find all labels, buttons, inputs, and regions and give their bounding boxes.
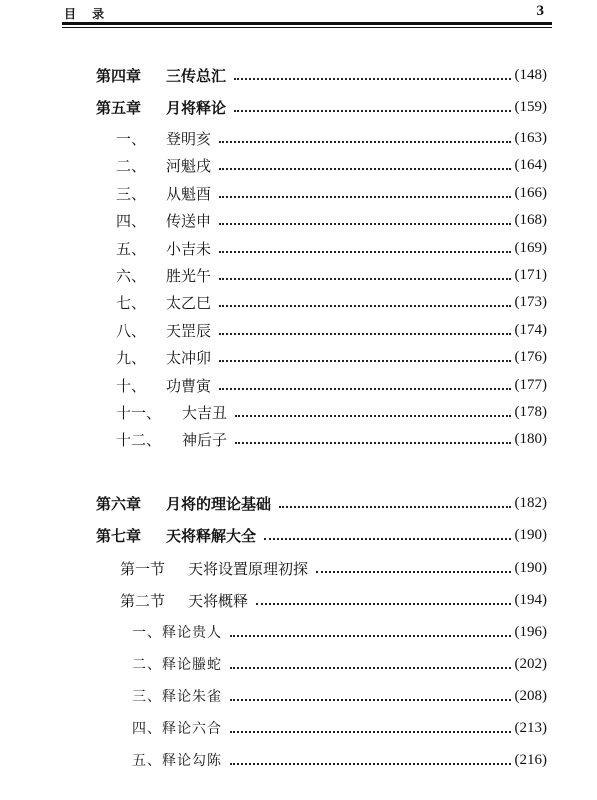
dot-leader bbox=[219, 194, 510, 198]
toc-number: 八、 bbox=[116, 321, 147, 340]
toc-number: 第一节 bbox=[120, 559, 166, 578]
toc-entry-item[interactable] bbox=[0, 426, 597, 452]
toc-entry-item[interactable] bbox=[0, 344, 597, 370]
toc-number: 十一、 bbox=[116, 403, 162, 422]
toc-title: 天罡辰 bbox=[166, 321, 212, 340]
toc-number: 十、 bbox=[116, 376, 147, 395]
dot-leader bbox=[219, 303, 510, 307]
dot-leader bbox=[316, 569, 510, 573]
toc-page-ref: (148) bbox=[514, 66, 547, 83]
toc-title: 小吉未 bbox=[166, 239, 212, 258]
dot-leader bbox=[235, 413, 510, 417]
toc-number: 三、 bbox=[116, 184, 147, 203]
toc-title: 功曹寅 bbox=[166, 376, 212, 395]
toc-entry-item[interactable] bbox=[0, 262, 597, 288]
dot-leader bbox=[219, 139, 510, 143]
toc-entry-subsection[interactable] bbox=[0, 651, 597, 677]
toc-number: 四、 bbox=[116, 211, 147, 230]
toc-title: 从魁酉 bbox=[166, 184, 212, 203]
toc-page-ref: (163) bbox=[514, 129, 547, 146]
toc-entry-subsection[interactable] bbox=[0, 619, 597, 645]
toc-title: 一、释论贵人 bbox=[132, 625, 222, 641]
toc-page-ref: (173) bbox=[514, 293, 547, 310]
toc-title: 二、释论螣蛇 bbox=[132, 657, 222, 673]
toc-title: 五、释论勾陈 bbox=[132, 753, 222, 769]
toc-title: 天将设置原理初探 bbox=[188, 559, 309, 578]
toc-number: 第二节 bbox=[120, 591, 166, 610]
toc-page-ref: (159) bbox=[514, 98, 547, 115]
toc-page-ref: (166) bbox=[514, 184, 547, 201]
dot-leader bbox=[219, 221, 510, 225]
toc-title: 月将的理论基础 bbox=[166, 494, 272, 513]
toc-number: 十二、 bbox=[116, 430, 162, 449]
toc-page-ref: (178) bbox=[514, 403, 547, 420]
toc-title: 天将释解大全 bbox=[166, 526, 257, 545]
page-number: 3 bbox=[536, 3, 544, 19]
toc-title: 太冲卯 bbox=[166, 348, 212, 367]
dot-leader bbox=[256, 601, 510, 605]
dot-leader bbox=[279, 504, 510, 508]
toc-page-ref: (194) bbox=[514, 591, 547, 608]
toc-number: 二、 bbox=[116, 156, 147, 175]
toc-page-ref: (176) bbox=[514, 348, 547, 365]
toc-page-ref: (168) bbox=[514, 211, 547, 228]
toc-title: 四、释论六合 bbox=[132, 721, 222, 737]
toc-entry-section[interactable] bbox=[0, 555, 597, 581]
toc-number: 第五章 bbox=[96, 98, 142, 117]
toc-page-ref: (169) bbox=[514, 239, 547, 256]
toc-entry-subsection[interactable] bbox=[0, 715, 597, 741]
toc-title: 胜光午 bbox=[166, 266, 212, 285]
toc-number: 第四章 bbox=[96, 66, 142, 85]
toc-page-ref: (182) bbox=[514, 494, 547, 511]
toc-entry-item[interactable] bbox=[0, 207, 597, 233]
toc-page-ref: (208) bbox=[514, 687, 547, 704]
dot-leader bbox=[219, 276, 510, 280]
dot-leader bbox=[230, 697, 511, 701]
dot-leader bbox=[219, 166, 510, 170]
dot-leader bbox=[234, 76, 510, 80]
toc-title: 太乙巳 bbox=[166, 293, 212, 312]
toc-number: 六、 bbox=[116, 266, 147, 285]
toc-page-ref: (180) bbox=[514, 430, 547, 447]
toc-entry-item[interactable] bbox=[0, 317, 597, 343]
toc-entry-item[interactable] bbox=[0, 235, 597, 261]
dot-leader bbox=[230, 729, 511, 733]
toc-number: 七、 bbox=[116, 293, 147, 312]
toc-title: 神后子 bbox=[182, 430, 228, 449]
toc-title: 大吉丑 bbox=[182, 403, 228, 422]
toc-page-ref: (177) bbox=[514, 376, 547, 393]
toc-page-ref: (174) bbox=[514, 321, 547, 338]
toc-number: 五、 bbox=[116, 239, 147, 258]
toc-number: 第七章 bbox=[96, 526, 142, 545]
toc-title: 三、释论朱雀 bbox=[132, 689, 222, 705]
toc-page-ref: (190) bbox=[514, 526, 547, 543]
toc-title: 登明亥 bbox=[166, 129, 212, 148]
toc-entry-item[interactable] bbox=[0, 125, 597, 151]
toc-page-ref: (164) bbox=[514, 156, 547, 173]
dot-leader bbox=[219, 249, 510, 253]
toc-title: 传送申 bbox=[166, 211, 212, 230]
toc-title: 月将释论 bbox=[166, 98, 227, 117]
toc-entry-section[interactable] bbox=[0, 587, 597, 613]
toc-entry-chapter[interactable] bbox=[0, 62, 597, 88]
toc-title: 三传总汇 bbox=[166, 66, 227, 85]
toc-entry-item[interactable] bbox=[0, 399, 597, 425]
toc-page-ref: (202) bbox=[514, 655, 547, 672]
dot-leader bbox=[230, 761, 511, 765]
dot-leader bbox=[230, 633, 511, 637]
toc-entry-item[interactable] bbox=[0, 372, 597, 398]
toc-number: 九、 bbox=[116, 348, 147, 367]
toc-entry-subsection[interactable] bbox=[0, 747, 597, 773]
toc-number: 第六章 bbox=[96, 494, 142, 513]
dot-leader bbox=[264, 536, 510, 540]
toc-number: 一、 bbox=[116, 129, 147, 148]
toc-page-ref: (216) bbox=[514, 751, 547, 768]
dot-leader bbox=[219, 331, 510, 335]
dot-leader bbox=[219, 386, 510, 390]
page-header bbox=[62, 0, 552, 32]
header-rule-thin bbox=[62, 27, 552, 28]
toc-entry-chapter[interactable] bbox=[0, 94, 597, 120]
header-rule-thick bbox=[62, 22, 552, 25]
toc-page-ref: (171) bbox=[514, 266, 547, 283]
dot-leader bbox=[219, 358, 510, 362]
toc-entry-item[interactable] bbox=[0, 152, 597, 178]
toc-entry-item[interactable] bbox=[0, 289, 597, 315]
toc-entry-chapter[interactable] bbox=[0, 522, 597, 548]
toc-entry-item[interactable] bbox=[0, 180, 597, 206]
toc-entry-subsection[interactable] bbox=[0, 683, 597, 709]
toc-page-ref: (213) bbox=[514, 719, 547, 736]
dot-leader bbox=[234, 108, 510, 112]
toc-title: 河魁戌 bbox=[166, 156, 212, 175]
toc-page-ref: (196) bbox=[514, 623, 547, 640]
dot-leader bbox=[235, 440, 510, 444]
dot-leader bbox=[230, 665, 511, 669]
running-header-title: 目 录 bbox=[64, 7, 111, 21]
toc-entry-chapter[interactable] bbox=[0, 490, 597, 516]
toc-title: 天将概释 bbox=[188, 591, 249, 610]
toc-page-ref: (190) bbox=[514, 559, 547, 576]
